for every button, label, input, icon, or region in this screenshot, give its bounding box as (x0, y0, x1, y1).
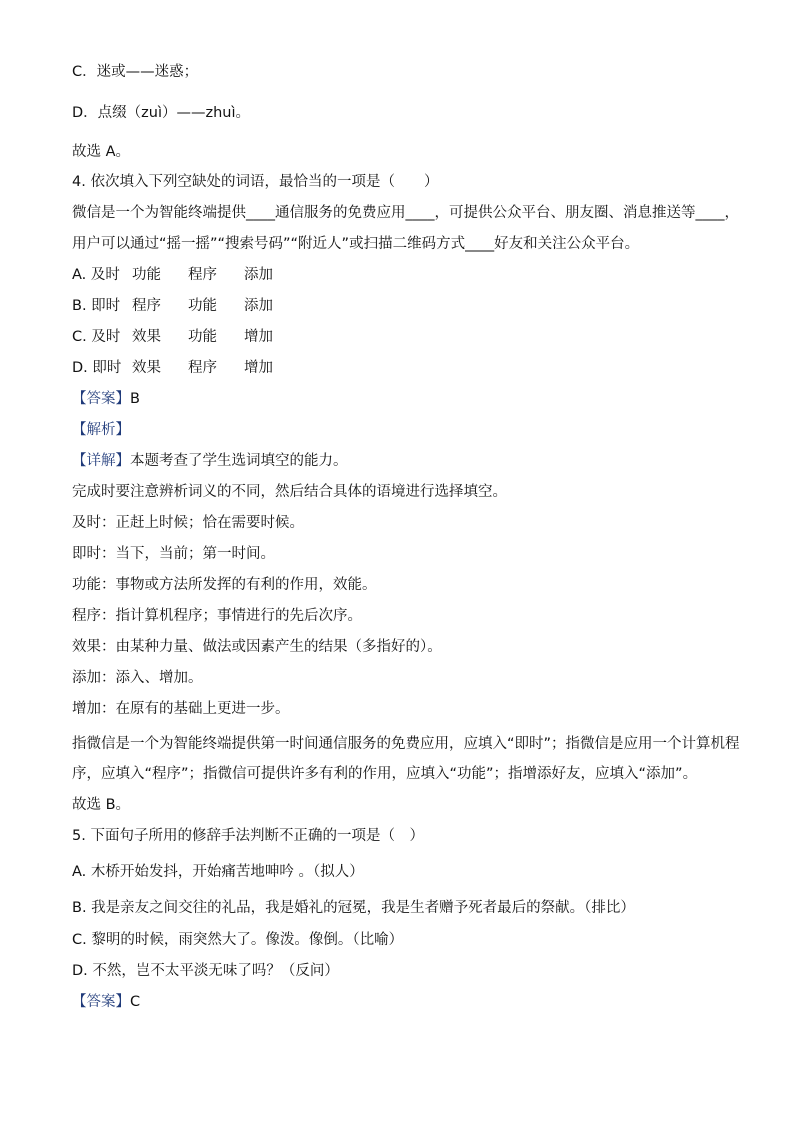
q4-option-d-w4: 增加 (244, 360, 273, 376)
prev-option-d: D．点缀（zuì）——zhuì。 (72, 105, 251, 121)
q4-option-a-w3: 程序 (188, 267, 217, 283)
q4-explain-line: 增加：在原有的基础上更进一步。 (72, 701, 290, 717)
q5-option-a: A. 木桥开始发抖，开始痛苦地呻吟 。（拟人） (72, 864, 364, 880)
q4-detail-tag: 【详解】 (72, 453, 130, 469)
q5-option-b: B. 我是亲友之间交往的礼品，我是婚礼的冠冕，我是生者赠予死者最后的祭献。（排比） (72, 900, 635, 916)
q4-option-d-w1: D. 即时 (72, 360, 122, 376)
prev-select: 故选 A。 (72, 144, 131, 160)
q4-option-d (72, 358, 273, 378)
q4-analysis-tag: 【解析】 (72, 422, 130, 438)
q4-option-b-w3: 功能 (188, 298, 217, 314)
q4-explain-line: 程序：指计算机程序；事情进行的先后次序。 (72, 608, 362, 624)
q5-answer (72, 992, 140, 1012)
prev-option-c: C．迷或——迷惑； (72, 64, 199, 80)
q4-option-a (72, 265, 273, 285)
q5-option-d: D. 不然，岂不太平淡无味了吗？（反问） (72, 963, 339, 979)
q4-explain-line: 效果：由某种力量、做法或因素产生的结果（多指好的）。 (72, 639, 442, 655)
q4-option-c-w1: C. 及时 (72, 329, 121, 345)
q4-explain-line: 即时：当下，当前；第一时间。 (72, 546, 275, 562)
q4-option-b-w1: B. 即时 (72, 298, 121, 314)
q4-stem: 4. 依次填入下列空缺处的词语，最恰当的一项是（ ） (72, 174, 439, 190)
q4-explain-line: 添加：添入、增加。 (72, 670, 203, 686)
q4-option-a-w1: A. 及时 (72, 267, 120, 283)
q4-detail-text: 本题考查了学生选词填空的能力。 (130, 453, 348, 469)
q4-option-c (72, 327, 273, 347)
q4-option-b (72, 296, 273, 316)
q4-option-d-w3: 程序 (188, 360, 217, 376)
q5-option-c: C. 黎明的时候，雨突然大了。像泼。像倒。（比喻） (72, 932, 404, 948)
q4-explain-line: 及时：正赶上时候；恰在需要时候。 (72, 515, 304, 531)
q4-explain-line: 故选 B。 (72, 797, 131, 813)
q4-option-b-w4: 添加 (244, 298, 273, 314)
q4-answer-value: B (130, 391, 140, 407)
q4-option-c-w4: 增加 (244, 329, 273, 345)
q4-option-d-w2: 效果 (132, 360, 161, 376)
q4-option-a-w2: 功能 (132, 267, 161, 283)
q4-explain-line: 功能：事物或方法所发挥的有利的作用，效能。 (72, 577, 377, 593)
q5-answer-value: C (130, 994, 141, 1010)
q4-passage-line2: 用户可以通过“摇一摇”“搜索号码”“附近人”或扫描二维码方式____好友和关注公众平台。 (72, 236, 640, 252)
q4-option-c-w2: 效果 (132, 329, 161, 345)
q5-stem: 5. 下面句子所用的修辞手法判断不正确的一项是（ ） (72, 828, 424, 844)
q5-answer-tag: 【答案】 (72, 994, 130, 1010)
q4-option-b-w2: 程序 (132, 298, 161, 314)
q4-option-c-w3: 功能 (188, 329, 217, 345)
q4-explain-line: 序，应填入“程序”；指微信可提供许多有利的作用，应填入“功能”；指增添好友，应填入“添加”。 (72, 766, 698, 782)
q4-option-a-w4: 添加 (244, 267, 273, 283)
q4-answer (72, 389, 140, 409)
q4-explain-line: 指微信是一个为智能终端提供第一时间通信服务的免费应用，应填入“即时”；指微信是应用一个计算机程 (72, 736, 740, 752)
q4-explain-line: 完成时要注意辨析词义的不同，然后结合具体的语境进行选择填空。 (72, 484, 507, 500)
q4-detail (72, 451, 348, 471)
q4-passage-line1: 微信是一个为智能终端提供____通信服务的免费应用____，可提供公众平台、朋友圈、消息推送等____， (72, 205, 739, 221)
q4-answer-tag: 【答案】 (72, 391, 130, 407)
